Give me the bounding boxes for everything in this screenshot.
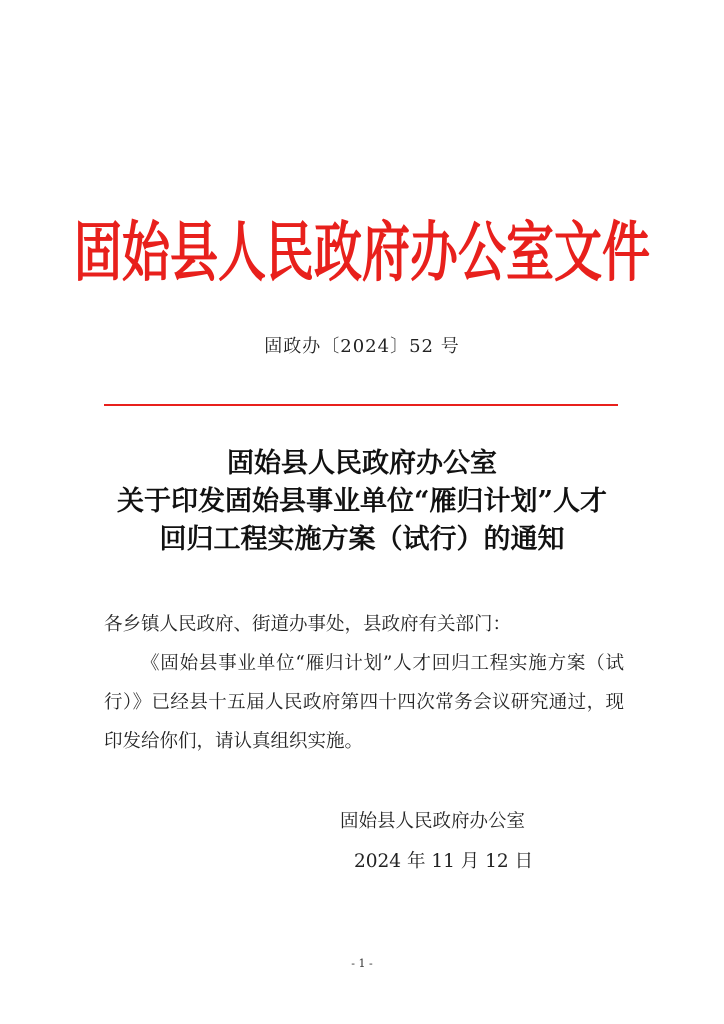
notice-title bbox=[0, 445, 724, 559]
red-separator-line bbox=[104, 404, 618, 406]
signature-date: 2024 年 11 月 12 日 bbox=[354, 851, 534, 872]
signature-block bbox=[340, 802, 533, 882]
notice-title-line-3: 回归工程实施方案（试行）的通知 bbox=[159, 524, 565, 555]
body-paragraph: 《固始县事业单位“雁归计划”人才回归工程实施方案（试行）》已经县十五届人民政府第四十四次常务会议研究通过，现印发给你们，请认真组织实施。 bbox=[104, 653, 624, 752]
document-number: 固政办〔2024〕52 号 bbox=[264, 336, 460, 357]
page-number: - 1 - bbox=[351, 957, 373, 970]
notice-body bbox=[104, 605, 624, 761]
notice-title-line-2: 关于印发固始县事业单位“雁归计划”人才 bbox=[116, 486, 608, 517]
signature-org: 固始县人民政府办公室 bbox=[340, 811, 526, 832]
salutation: 各乡镇人民政府、街道办事处，县政府有关部门： bbox=[104, 614, 512, 635]
notice-title-line-1: 固始县人民政府办公室 bbox=[227, 448, 497, 479]
document-header-title: 固始县人民政府办公室文件 bbox=[73, 214, 650, 291]
